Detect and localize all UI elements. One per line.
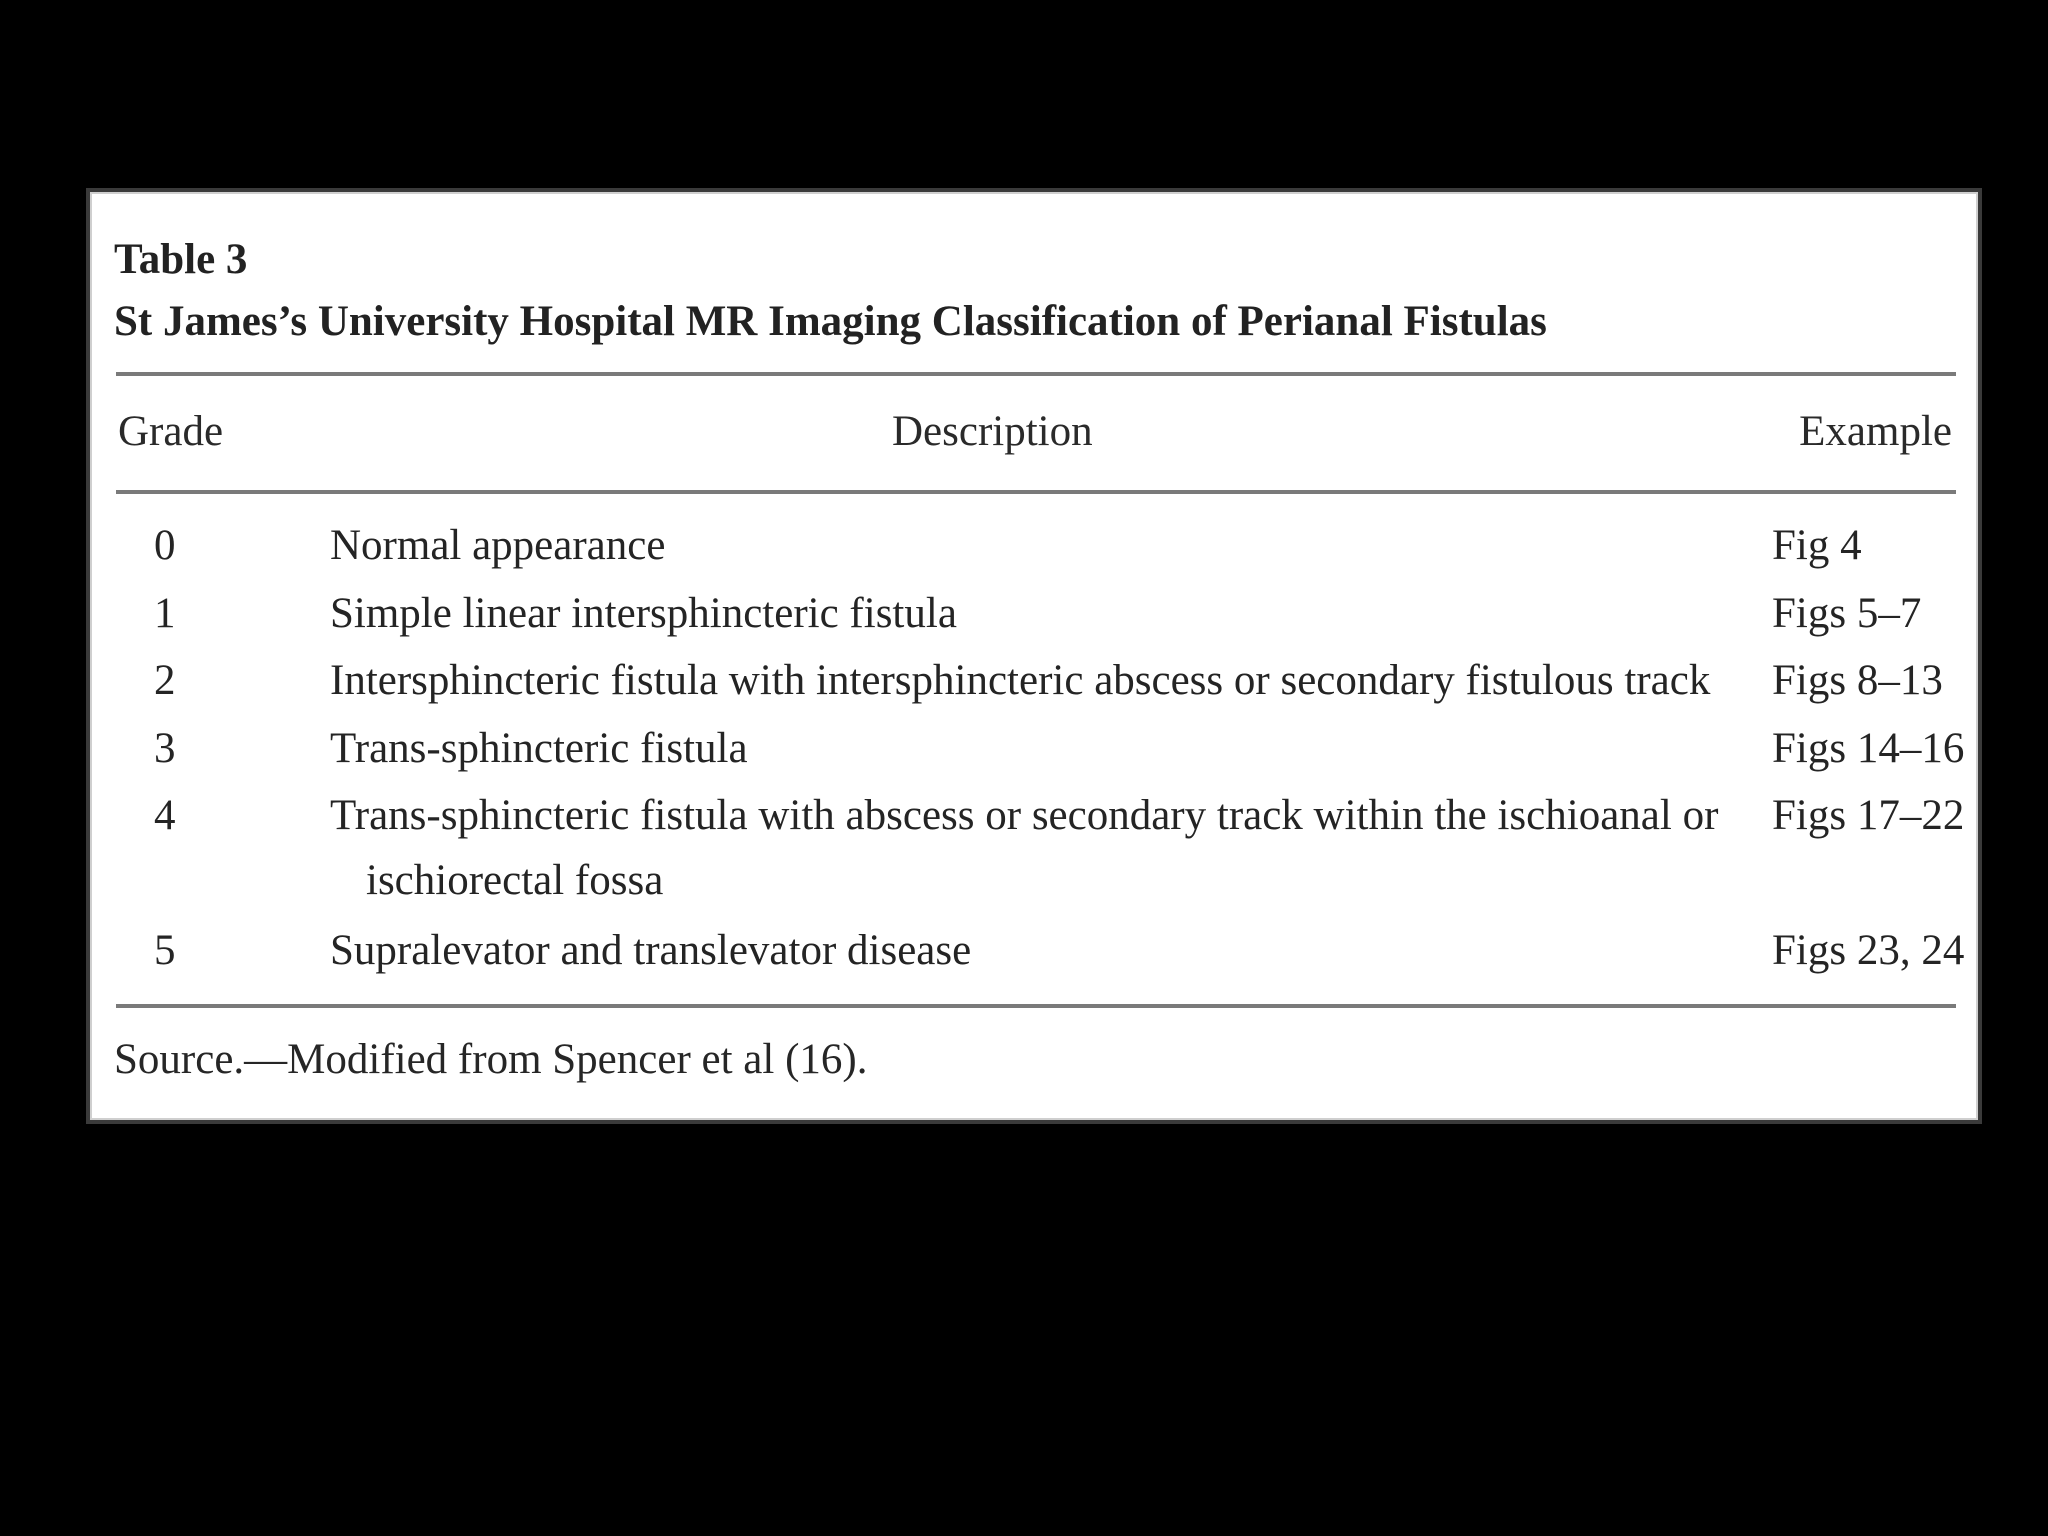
row-description-block: [330, 792, 1719, 904]
source-note: Source.—Modified from Spencer et al (16).: [114, 1036, 868, 1083]
header-example: Example: [1799, 408, 1952, 455]
row-description: Normal appearance: [330, 522, 666, 569]
row-example: Figs 14–16: [1772, 725, 1965, 772]
row-description: Trans-sphincteric fistula: [330, 725, 748, 772]
row-example: Figs 5–7: [1772, 590, 1922, 637]
top-rule: [116, 372, 1956, 376]
row-grade: 2: [154, 657, 176, 704]
row-grade: 5: [154, 927, 176, 974]
table-label: Table 3: [114, 236, 248, 283]
table-card: [86, 188, 1982, 1124]
row-example: Figs 8–13: [1772, 657, 1943, 704]
header-rule: [116, 490, 1956, 494]
row-description: Trans-sphincteric fistula with abscess or secondary track within the ischioanal or: [330, 792, 1719, 839]
row-example: Fig 4: [1772, 522, 1862, 569]
row-description-continuation: ischiorectal fossa: [366, 857, 664, 904]
header-description: Description: [892, 408, 1093, 455]
bottom-rule: [116, 1004, 1956, 1008]
row-description: Intersphincteric fistula with intersphincteric abscess or secondary fistulous track: [330, 657, 1711, 704]
row-grade: 3: [154, 725, 176, 772]
row-grade: 1: [154, 590, 176, 637]
row-description: Supralevator and translevator disease: [330, 927, 972, 974]
row-example: Figs 23, 24: [1772, 927, 1965, 974]
row-description: Simple linear intersphincteric fistula: [330, 590, 957, 637]
row-grade: 0: [154, 522, 176, 569]
header-grade: Grade: [118, 408, 224, 455]
row-example: Figs 17–22: [1772, 792, 1965, 839]
table-title: St James’s University Hospital MR Imaging Classification of Perianal Fistulas: [114, 298, 1547, 345]
row-grade: 4: [154, 792, 176, 839]
